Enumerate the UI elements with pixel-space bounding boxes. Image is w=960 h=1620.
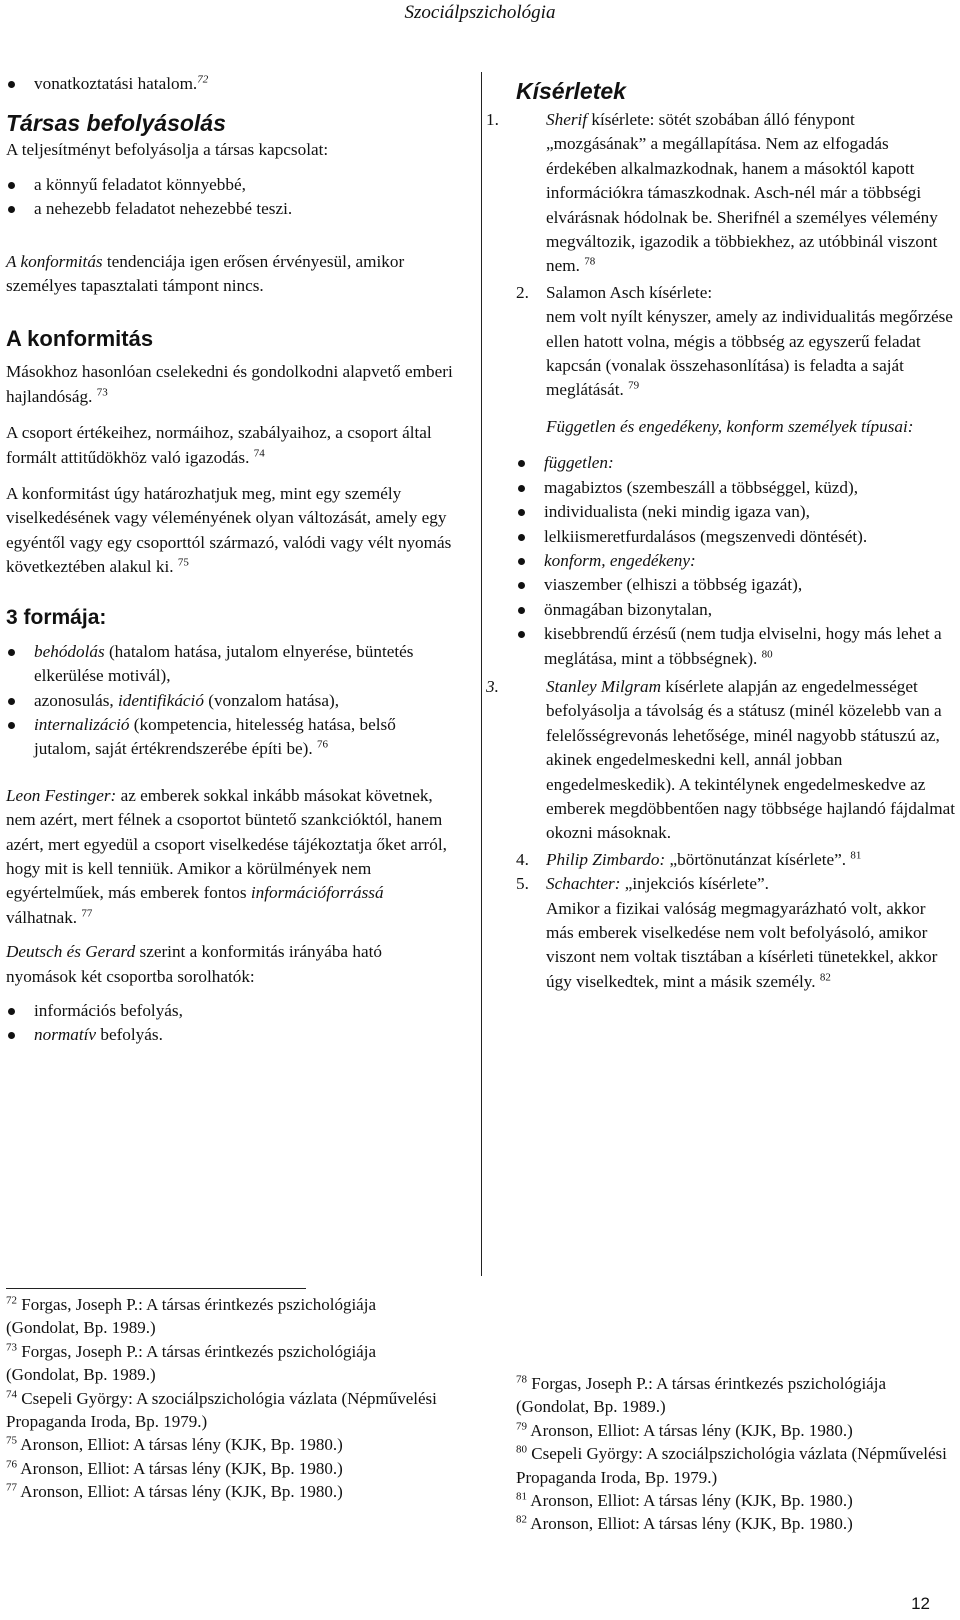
bullet-list bbox=[6, 173, 456, 222]
footnote: $^{80}$ Csepeli György: A szociálpszichológia vázlata (Népművelési Propaganda Iroda, Bp. 1979.) bbox=[516, 1443, 947, 1487]
footnote-ref: 77 bbox=[81, 907, 93, 920]
footnote-ref: 72 bbox=[197, 73, 209, 86]
paragraph: Másokhoz hasonlóan cselekedni és gondolkodni alapvető emberi hajlandóság. $^{73}$ bbox=[6, 362, 453, 406]
list-item: információs befolyás, bbox=[6, 999, 456, 1023]
section-heading: A konformitás bbox=[6, 326, 154, 352]
footnote-ref: 82 bbox=[819, 971, 831, 984]
list-item: vonatkoztatási hatalom.$^{72}$ bbox=[6, 72, 456, 96]
footnote-ref: 81 bbox=[850, 849, 862, 862]
footnote: $^{79}$ Aronson, Elliot: A társas lény (KJK, Bp. 1980.) bbox=[516, 1420, 853, 1440]
bullet-list bbox=[6, 999, 456, 1048]
experiment-5-title: 5. Schachter: „injekciós kísérlete”. bbox=[516, 874, 769, 894]
list-item: internalizáció (kompetencia, hitelesség hatása, belső jutalom, saját értékrendszerébe építi be). $^{76}$ bbox=[6, 713, 456, 762]
footnote: $^{73}$ Forgas, Joseph P.: A társas érintkezés pszichológiája (Gondolat, Bp. 1989.) bbox=[6, 1341, 376, 1385]
list-item: lelkiismeretfurdalásos (megszenvedi döntését). bbox=[516, 525, 956, 549]
list-item: individualista (neki mindig igaza van), bbox=[516, 500, 956, 524]
paragraph: A konformitás tendenciája igen erősen érvényesül, amikor személyes tapasztalati támpont nincs. bbox=[6, 251, 405, 296]
types-heading: Független és engedékeny, konform személyek típusai: bbox=[546, 416, 914, 436]
list-item: viaszember (elhiszi a többség igazát), bbox=[516, 573, 956, 597]
footnote: $^{76}$ Aronson, Elliot: A társas lény (KJK, Bp. 1980.) bbox=[6, 1458, 343, 1478]
list-item: behódolás (hatalom hatása, jutalom elnyerése, büntetés elkerülése motivál), bbox=[6, 640, 456, 689]
footnote: $^{78}$ Forgas, Joseph P.: A társas érintkezés pszichológiája (Gondolat, Bp. 1989.) bbox=[516, 1373, 886, 1417]
footnote-ref: 73 bbox=[96, 386, 108, 399]
bullet-list bbox=[6, 640, 456, 762]
footnote: $^{72}$ Forgas, Joseph P.: A társas érintkezés pszichológiája (Gondolat, Bp. 1989.) bbox=[6, 1294, 376, 1338]
section-heading: 3 formája: bbox=[6, 605, 107, 629]
independent-list bbox=[516, 476, 956, 549]
experiment-2-text: nem volt nyílt kényszer, amely az individualitás megőrzése ellen hatott volna, mégis a többség az egyszerű feladat kapcsán (vonalak összehasonlítása) is feladta a saját meglátását. $^{79}$ bbox=[546, 307, 953, 400]
top-bullet-list bbox=[6, 72, 456, 96]
column-divider bbox=[481, 72, 482, 1276]
section-heading: Kísérletek bbox=[516, 78, 626, 104]
footnote: $^{81}$ Aronson, Elliot: A társas lény (KJK, Bp. 1980.) bbox=[516, 1490, 853, 1511]
paragraph: Deutsch és Gerard szerint a konformitás irányába ható nyomások két csoportba sorolhatók: bbox=[6, 942, 382, 986]
list-item: magabiztos (szembeszáll a többséggel, küzd), bbox=[516, 476, 956, 500]
footnote-ref: 75 bbox=[177, 556, 189, 569]
footnote: $^{77}$ Aronson, Elliot: A társas lény (KJK, Bp. 1980.) bbox=[6, 1481, 343, 1502]
footnotes-right bbox=[516, 1372, 956, 1536]
left-column bbox=[6, 72, 456, 1048]
footnote: $^{75}$ Aronson, Elliot: A társas lény (KJK, Bp. 1980.) bbox=[6, 1434, 343, 1455]
list-item: konform, engedékeny: bbox=[516, 549, 956, 573]
paragraph: A csoport értékeihez, normáihoz, szabályaihoz, a csoport által formált attitűdökhöz való igazodás. $^{74}$ bbox=[6, 423, 432, 467]
footnote-ref: 80 bbox=[761, 647, 773, 660]
types-list bbox=[516, 549, 956, 573]
list-item: önmagában bizonytalan, bbox=[516, 598, 956, 622]
footnote-ref: 78 bbox=[584, 255, 596, 268]
types-list bbox=[516, 451, 956, 475]
list-item: a könnyű feladatot könnyebbé, bbox=[6, 173, 456, 197]
list-item: normatív befolyás. bbox=[6, 1023, 456, 1047]
footnote-ref: 76 bbox=[317, 738, 328, 751]
experiment-4: 4. Philip Zimbardo: „börtönutánzat kísérlete”. $^{81}$ bbox=[516, 849, 862, 869]
footnote-rule bbox=[6, 1288, 306, 1289]
footnote-ref: 79 bbox=[628, 379, 640, 392]
footnote-ref: 74 bbox=[253, 446, 265, 459]
paragraph: A teljesítményt befolyásolja a társas kapcsolat: bbox=[6, 140, 329, 160]
conform-list bbox=[516, 573, 956, 671]
footnote: $^{82}$ Aronson, Elliot: A társas lény (KJK, Bp. 1980.) bbox=[516, 1513, 853, 1534]
list-item: kisebbrendű érzésű (nem tudja elviselni, hogy más lehet a meglátása, mint a többségnek). $^{80}$ bbox=[516, 622, 956, 671]
paragraph: Leon Festinger: az emberek sokkal inkább másokat követnek, nem azért, mert félnek a csoportot büntető szankcióktól, hanem azért, mert egyedül a csoport viselkedése tájékoztatja őket arról, hogy mit is kell tenniük. Amikor a körülmények nem egyértelműek, más emberek fontos információforrássá válhatnak. $^{77}$ bbox=[6, 785, 447, 927]
page-number: 12 bbox=[911, 1594, 930, 1613]
experiment-3: 3. Stanley Milgram kísérlete alapján az engedelmességet befolyásolja a távolság és a státusz (minél közelebb van a felelősségrevonás lehetősége, minél nagyobb státuszú az, akinek engedelmeskedni kell, annál jobban engedelmeskedik). A tekintélynek engedelmeskedve az emberek megdöbbentően nagy többsége hajlandó fájdalmat okozni másoknak. bbox=[486, 676, 956, 843]
section-heading: Társas befolyásolás bbox=[6, 110, 226, 137]
list-item: azonosulás, identifikáció (vonzalom hatása), bbox=[6, 689, 456, 713]
experiment-2-title: 2. Salamon Asch kísérlete: bbox=[516, 282, 713, 302]
running-title: Szociálpszichológia bbox=[404, 2, 556, 23]
paragraph: A konformitást úgy határozhatjuk meg, mint egy személy viselkedésének vagy véleményének olyan változását, amely egy egyéntől vagy egy csoporttól származó, valódi vagy vélt nyomás következtében alakul ki. $^{75}$ bbox=[6, 484, 452, 577]
experiment-5-text: Amikor a fizikai valóság megmagyarázható volt, akkor más emberek viselkedése nem volt befolyásoló, amikor viszont nem voltak tisztában a kísérleti tünetekkel, akkor úgy viselkedtek, mint a másik személy. $^{82}$ bbox=[546, 898, 938, 991]
list-item: független: bbox=[516, 451, 956, 475]
experiment-1: 1. Sherif kísérlete: sötét szobában álló fénypont „mozgásának” a megállapítása. Nem az elfogadás érdekében alkalmazkodnak, hanem a másoktól kapott információkra támaszkodnak. Asch-nél már a többségi elvárásnak hódolnak be. Sherifnél a személyes vélemény megváltozik, igazodik a többiekhez, az utóbbinál viszont nem. $^{78}$ bbox=[486, 110, 938, 276]
footnote: $^{74}$ Csepeli György: A szociálpszichológia vázlata (Népművelési Propaganda Iroda, Bp. 1979.) bbox=[6, 1387, 437, 1432]
footnotes-left bbox=[6, 1288, 446, 1504]
list-item: a nehezebb feladatot nehezebbé teszi. bbox=[6, 197, 456, 221]
right-column bbox=[486, 76, 956, 994]
